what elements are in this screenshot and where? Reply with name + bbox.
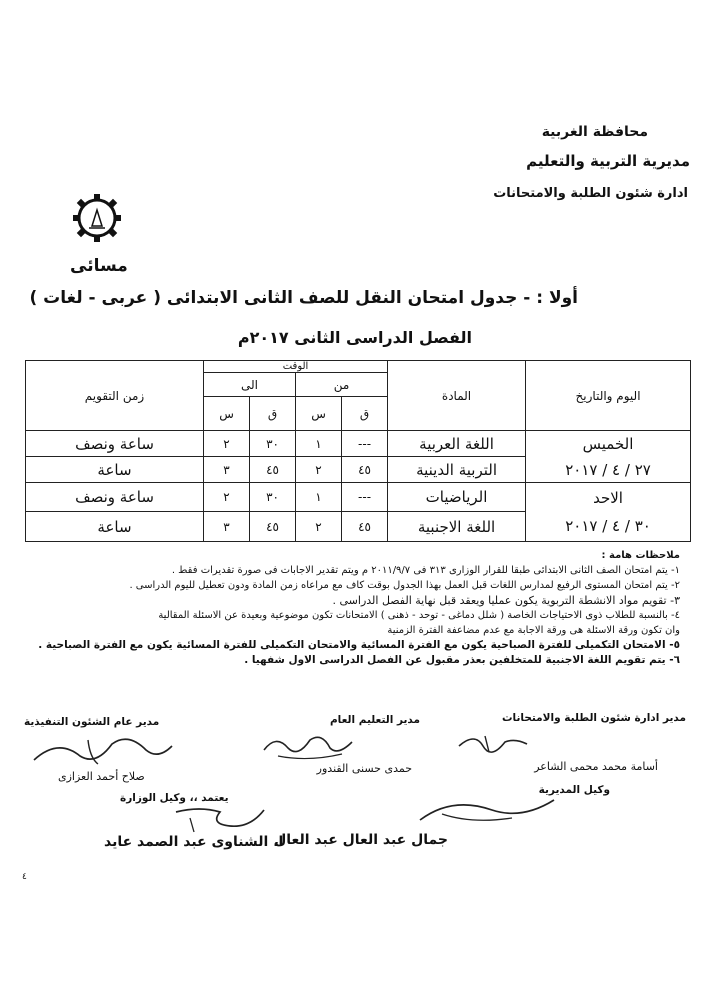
shift-label: مسائى xyxy=(70,256,128,276)
duration-cell: ساعة ونصف xyxy=(26,431,204,457)
page-mark: ٤ xyxy=(22,872,27,882)
note-item: ٢- يتم امتحان المستوى الرفيع لمدارس اللغات قبل العمل بهذا الجدول بوقت كاف مع مراعاه زمن المادة ودون تعطيل لليوم الدراسى . xyxy=(129,580,680,591)
ministry-signature-icon xyxy=(170,802,270,836)
from-minute-cell: ٤٥ xyxy=(342,512,388,542)
duration-cell: ساعة ونصف xyxy=(26,483,204,512)
affairs-signature-icon xyxy=(455,730,535,756)
from-hour-cell: ١ xyxy=(296,431,342,457)
to-minute-cell: ٣٠ xyxy=(250,483,296,512)
edu-manager-title: مدير التعليم العام xyxy=(329,714,420,726)
header-to-minute: ق xyxy=(250,397,296,431)
affairs-manager-title: مدير ادارة شئون الطلبة والامتحانات xyxy=(501,712,686,724)
note-item: ١- يتم امتحان الصف الثانى الابتدائى طبقا للقرار الوزارى ٣١٣ فى ٢٠١١/٩/٧ م ويتم تقدير الاجابات فى صورة تقديرات فقط . xyxy=(171,565,680,576)
duration-cell: ساعة xyxy=(26,512,204,542)
governorate-label: محافظة الغربية xyxy=(541,124,648,140)
note-item: ٤- بالنسبة للطلاب ذوى الاحتياجات الخاصة ( شلل دماغى - توحد - ذهنى ) الامتحانات تكون موضوعية وبعيدة عن الاسئلة المقالية xyxy=(158,610,680,621)
subject-cell: الرياضيات xyxy=(388,483,526,512)
page-title: أولا : - جدول امتحان النقل للصف الثانى الابتدائى ( عربى - لغات ) xyxy=(29,288,578,308)
edu-manager-name: حمدى حسنى القندور xyxy=(316,762,412,775)
table-row xyxy=(26,431,691,457)
deputy-signature-icon xyxy=(412,790,562,830)
table-row xyxy=(26,483,691,512)
day-name: الخميس xyxy=(582,434,634,453)
from-hour-cell: ١ xyxy=(296,483,342,512)
day-cell xyxy=(526,483,691,542)
approval-title: يعتمد ،، وكيل الوزارة xyxy=(120,792,229,804)
day-date: ٢٧ / ٤ / ٢٠١٧ xyxy=(565,460,651,479)
subject-cell: اللغة العربية xyxy=(388,431,526,457)
header-to: الى xyxy=(204,373,296,397)
department-label: ادارة شئون الطلبة والامتحانات xyxy=(493,186,688,201)
day-date: ٣٠ / ٤ / ٢٠١٧ xyxy=(565,517,651,535)
header-from-minute: ق xyxy=(342,397,388,431)
to-minute-cell: ٣٠ xyxy=(250,431,296,457)
to-hour-cell: ٣ xyxy=(204,457,250,483)
header-from-hour: س xyxy=(296,397,342,431)
subject-cell: اللغة الاجنبية xyxy=(388,512,526,542)
exec-signature-icon xyxy=(28,730,178,770)
exec-manager-title: مدير عام الشئون التنفيذية xyxy=(24,716,160,728)
from-hour-cell: ٢ xyxy=(296,512,342,542)
to-hour-cell: ٢ xyxy=(204,483,250,512)
from-minute-cell: ٤٥ xyxy=(342,457,388,483)
note-item: ٦- يتم تقويم اللغة الاجنبية للمتخلفين بعذر مقبول عن الفصل الدراسى الاول شفهيا . xyxy=(244,654,680,666)
day-name: الاحد xyxy=(593,489,623,507)
day-cell xyxy=(526,431,691,483)
exec-manager-name: صلاح أحمد العزازى xyxy=(58,770,145,783)
from-minute-cell: --- xyxy=(342,483,388,512)
exam-schedule-table xyxy=(25,360,691,542)
from-minute-cell: --- xyxy=(342,431,388,457)
to-minute-cell: ٤٥ xyxy=(250,512,296,542)
directorate-label: مديرية التربية والتعليم xyxy=(526,152,690,170)
to-minute-cell: ٤٥ xyxy=(250,457,296,483)
ministry-deputy-name: ا. الشناوى عبد الصمد عايد xyxy=(104,834,284,850)
to-hour-cell: ٢ xyxy=(204,431,250,457)
affairs-manager-name: أسامة محمد محمى الشاعر xyxy=(534,760,658,773)
gear-logo-icon xyxy=(62,188,132,244)
note-item: ٥- الامتحان التكميلى للفترة الصباحية يكون مع الفترة المسائية والامتحان التكميلى للفترة المسائية يكون مع الفترة الصباحية . xyxy=(38,639,680,651)
deputy-name: جمال عبد العال عبد العال xyxy=(274,832,448,848)
from-hour-cell: ٢ xyxy=(296,457,342,483)
term-title: الفصل الدراسى الثانى ٢٠١٧م xyxy=(237,328,472,347)
notes-heading: ملاحظات هامة : xyxy=(601,550,680,561)
note-item: ٣- تقويم مواد الانشطة التربوية يكون عمليا ويعقد قبل نهاية الفصل الدراسى . xyxy=(332,594,680,607)
note-item: وان تكون ورقة الاسئلة هى ورقة الاجابة مع عدم مضاعفة الفترة الزمنية xyxy=(387,625,680,636)
header-subject: المادة xyxy=(388,361,526,431)
header-to-hour: س xyxy=(204,397,250,431)
header-from: من xyxy=(296,373,388,397)
duration-cell: ساعة xyxy=(26,457,204,483)
header-day-date: اليوم والتاريخ xyxy=(526,361,691,431)
header-time: الوقت xyxy=(204,361,388,373)
subject-cell: التربية الدينية xyxy=(388,457,526,483)
directorate-deputy-title: وكيل المديرية xyxy=(538,784,610,796)
edu-signature-icon xyxy=(258,730,358,764)
header-duration: زمن التقويم xyxy=(26,361,204,431)
notes-section xyxy=(38,548,680,668)
to-hour-cell: ٣ xyxy=(204,512,250,542)
